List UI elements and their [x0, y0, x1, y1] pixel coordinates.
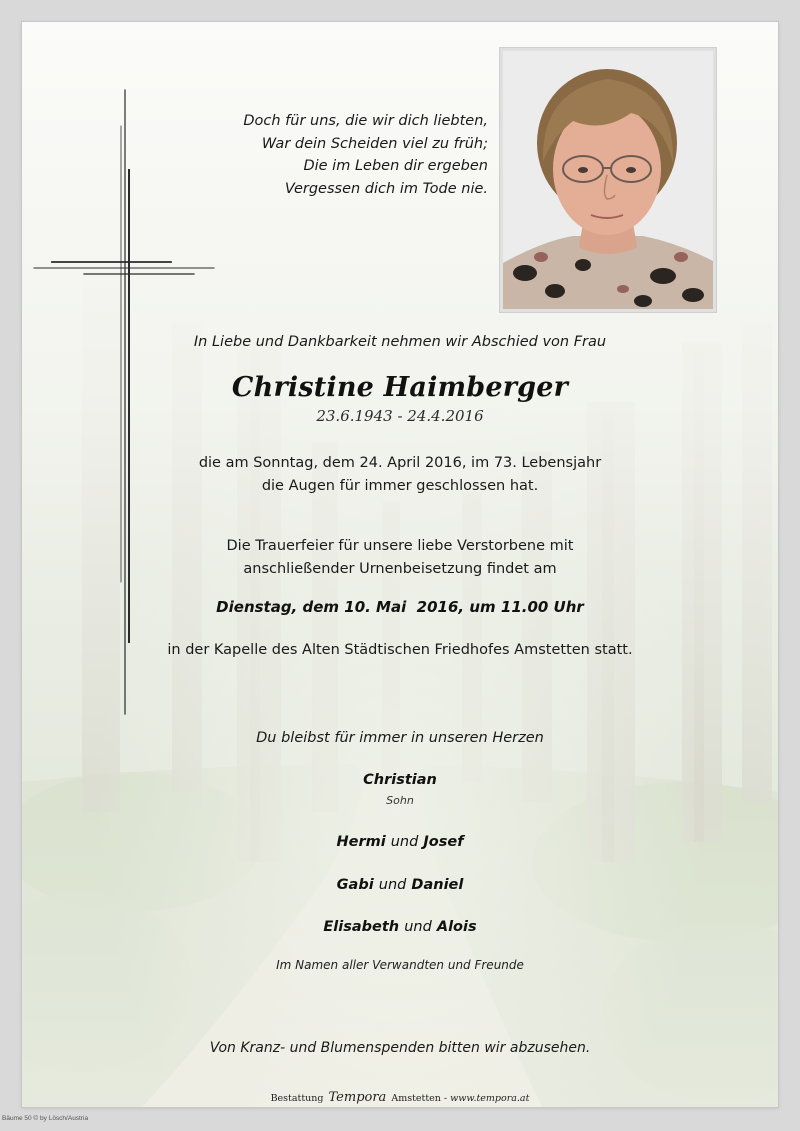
death-notice-text: [22, 452, 778, 497]
mourner-name: Daniel: [411, 877, 464, 893]
footer-brand: Tempora: [328, 1090, 387, 1105]
obituary-card: [22, 22, 778, 1107]
funeral-notice-text: [22, 535, 778, 580]
footer-city: Amstetten -: [391, 1093, 448, 1104]
mourner-pair: [22, 919, 778, 935]
portrait-photo: [500, 48, 716, 312]
life-dates: 23.6.1943 - 24.4.2016: [316, 407, 484, 425]
intro-text: In Liebe und Dankbarkeit nehmen wir Abschied von Frau: [193, 334, 607, 350]
mourner-name: Elisabeth: [323, 919, 400, 935]
mourner-pair: [22, 877, 778, 893]
funeral-location: in der Kapelle des Alten Städtischen Friedhofes Amstetten statt.: [167, 642, 633, 658]
mourner-pair: [22, 834, 778, 850]
deceased-name: Christine Haimberger: [231, 372, 569, 403]
conjunction: und: [404, 919, 432, 935]
relatives-text: Im Namen aller Verwandten und Freunde: [276, 958, 524, 972]
mourner-role: Sohn: [386, 794, 414, 807]
mourner-name: Alois: [436, 919, 477, 935]
farewell-text: Du bleibst für immer in unseren Herzen: [256, 730, 544, 746]
death-text-line: die Augen für immer geschlossen hat.: [261, 477, 539, 494]
footer: [22, 1090, 778, 1105]
footer-url[interactable]: www.tempora.at: [450, 1093, 530, 1104]
mourner-name: Gabi: [336, 877, 374, 893]
mourner-name: Christian: [363, 772, 437, 788]
conjunction: und: [378, 877, 407, 893]
poem-line: Die im Leben dir ergeben: [303, 158, 488, 175]
copyright-note: Bäume 50 © by Lösch/Austria: [2, 1115, 89, 1122]
funeral-date: Dienstag, dem 10. Mai 2016, um 11.00 Uhr: [216, 598, 584, 616]
portrait-image: [503, 51, 713, 309]
poem-line: Vergessen dich im Tode nie.: [284, 180, 488, 197]
poem-line: War dein Scheiden viel zu früh;: [261, 135, 488, 152]
mourner-name: Josef: [423, 834, 464, 850]
poem-line: Doch für uns, die wir dich liebten,: [243, 113, 488, 129]
death-text-line: die am Sonntag, dem 24. April 2016, im 73. Lebensjahr: [198, 455, 602, 471]
flowers-request: Von Kranz- und Blumenspenden bitten wir abzusehen.: [209, 1040, 591, 1056]
poem: [172, 110, 488, 200]
footer-prefix: Bestattung: [270, 1093, 324, 1104]
funeral-text-line: anschließender Urnenbeisetzung findet am: [243, 560, 557, 577]
mourner-name: Hermi: [336, 834, 386, 850]
funeral-text-line: Die Trauerfeier für unsere liebe Verstorbene mit: [226, 538, 574, 554]
conjunction: und: [390, 834, 419, 850]
